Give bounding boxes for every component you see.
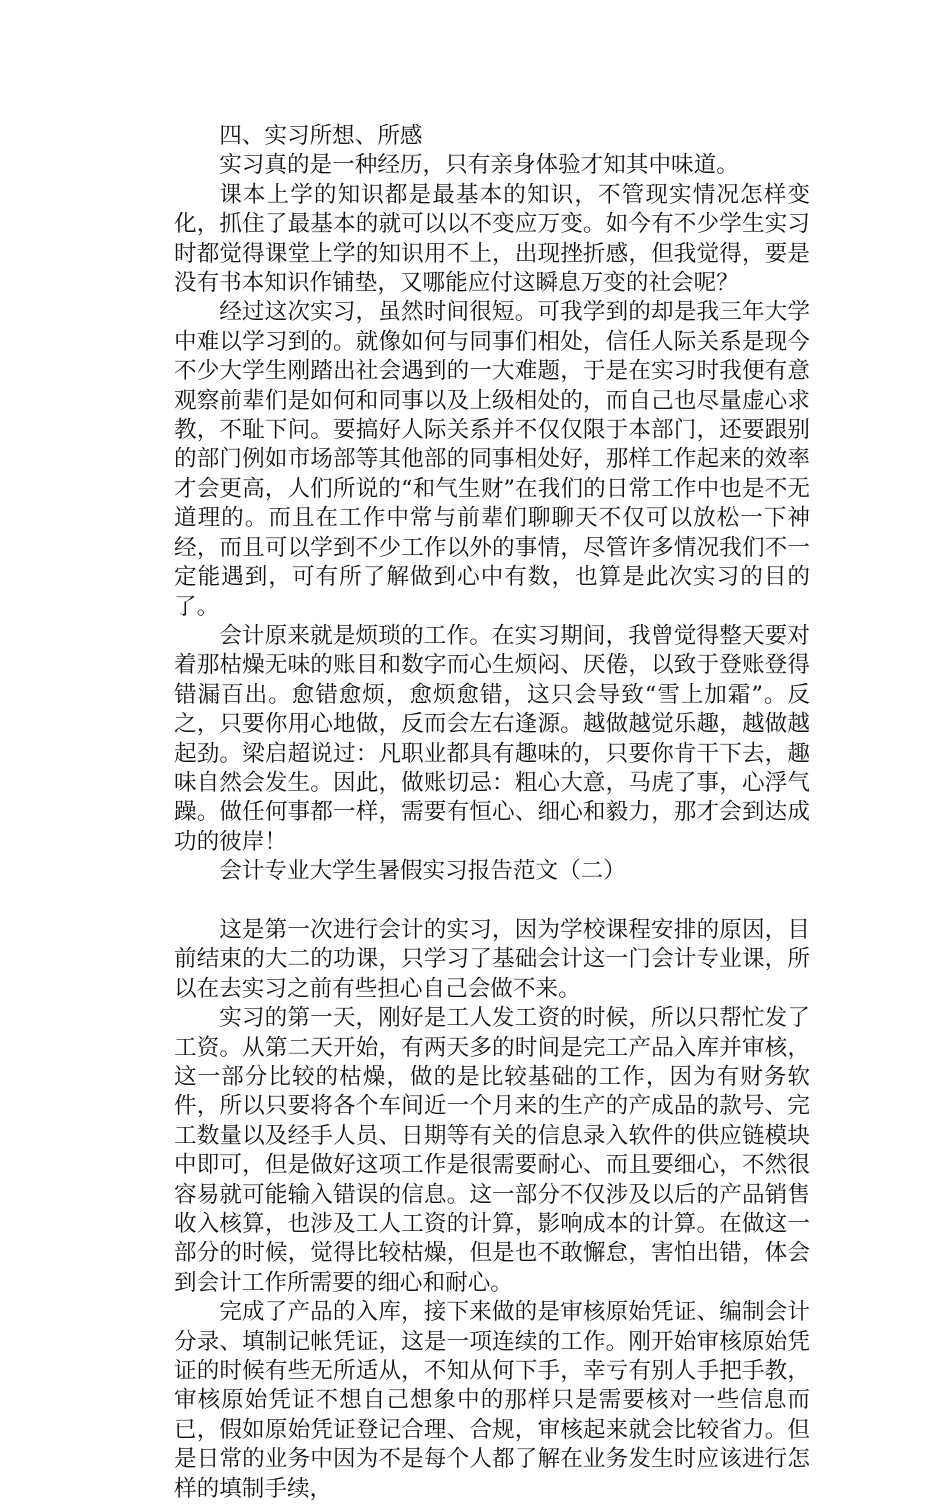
paragraph: 课本上学的知识都是最基本的知识，不管现实情况怎样变化，抓住了最基本的就可以以不变应万变。如今有不少学生实习时都觉得课堂上学的知识用不上，出现挫折感，但我觉得，要是没有书本知识作铺垫，又哪能应付这瞬息万变的社会呢？	[174, 181, 810, 297]
paragraph: 完成了产品的入库，接下来做的是审核原始凭证、编制会计分录、填制记帐凭证，这是一项连续的工作。刚开始审核原始凭证的时候有些无所适从，不知从何下手，幸亏有别人手把手教，审核原始凭证不想自己想象中的那样只是需要核对一些信息而已，假如原始凭证登记合理、合规，审核起来就会比较省力。但是日常的业务中因为不是每个人都了解在业务发生时应该进行怎样的填制手续，	[174, 1299, 810, 1502]
paragraph: 经过这次实习，虽然时间很短。可我学到的却是我三年大学中难以学习到的。就像如何与同事们相处，信任人际关系是现今不少大学生刚踏出社会遇到的一大难题，于是在实习时我便有意观察前辈们是如何和同事以及上级相处的，而自己也尽量虚心求教，不耻下问。要搞好人际关系并不仅仅限于本部门，还要跟别的部门例如市场部等其他部的同事相处好，那样工作起来的效率才会更高，人们所说的“和气生财”在我们的日常工作中也是不无道理的。而且在工作中常与前辈们聊聊天不仅可以放松一下神经，而且可以学到不少工作以外的事情，尽管许多情况我们不一定能遇到，可有所了解做到心中有数，也算是此次实习的目的了。	[174, 299, 810, 620]
paragraph: 这是第一次进行会计的实习，因为学校课程安排的原因，目前结束的大二的功课，只学习了基础会计这一门会计专业课，所以在去实习之前有些担心自己会做不来。	[174, 916, 810, 1002]
report-title: 会计专业大学生暑假实习报告范文（二）	[219, 858, 626, 885]
section-heading: 四、实习所想、所感	[219, 123, 423, 149]
paragraph: 实习的第一天，刚好是工人发工资的时候，所以只帮忙发了工资。从第二天开始，有两天多的时间是完工产品入库并审核，这一部分比较的枯燥，做的是比较基础的工作，因为有财务软件，所以只要将各个车间近一个月来的生产的产成品的款号、完工数量以及经手人员、日期等有关的信息录入软件的供应链模块中即可，但是做好这项工作是很需要耐心、而且要细心，不然很容易就可能输入错误的信息。这一部分不仅涉及以后的产品销售收入核算，也涉及工人工资的计算，影响成本的计算。在做这一部分的时候，觉得比较枯燥，但是也不敢懈怠，害怕出错，体会到会计工作所需要的细心和耐心。	[174, 1005, 810, 1296]
paragraph: 会计原来就是烦琐的工作。在实习期间，我曾觉得整天要对着那枯燥无味的账目和数字而心生烦闷、厌倦，以致于登账登得错漏百出。愈错愈烦，愈烦愈错，这只会导致“雪上加霜”。反之，只要你用心地做，反而会左右逢源。越做越觉乐趣，越做越起劲。梁启超说过：凡职业都具有趣味的，只要你肯干下去，趣味自然会发生。因此，做账切忌：粗心大意，马虎了事，心浮气躁。做任何事都一样，需要有恒心、细心和毅力，那才会到达成功的彼岸！	[174, 622, 810, 855]
document-body	[174, 122, 810, 1504]
blank-line	[174, 887, 810, 916]
paragraph: 实习真的是一种经历，只有亲身体验才知其中味道。	[219, 152, 739, 179]
